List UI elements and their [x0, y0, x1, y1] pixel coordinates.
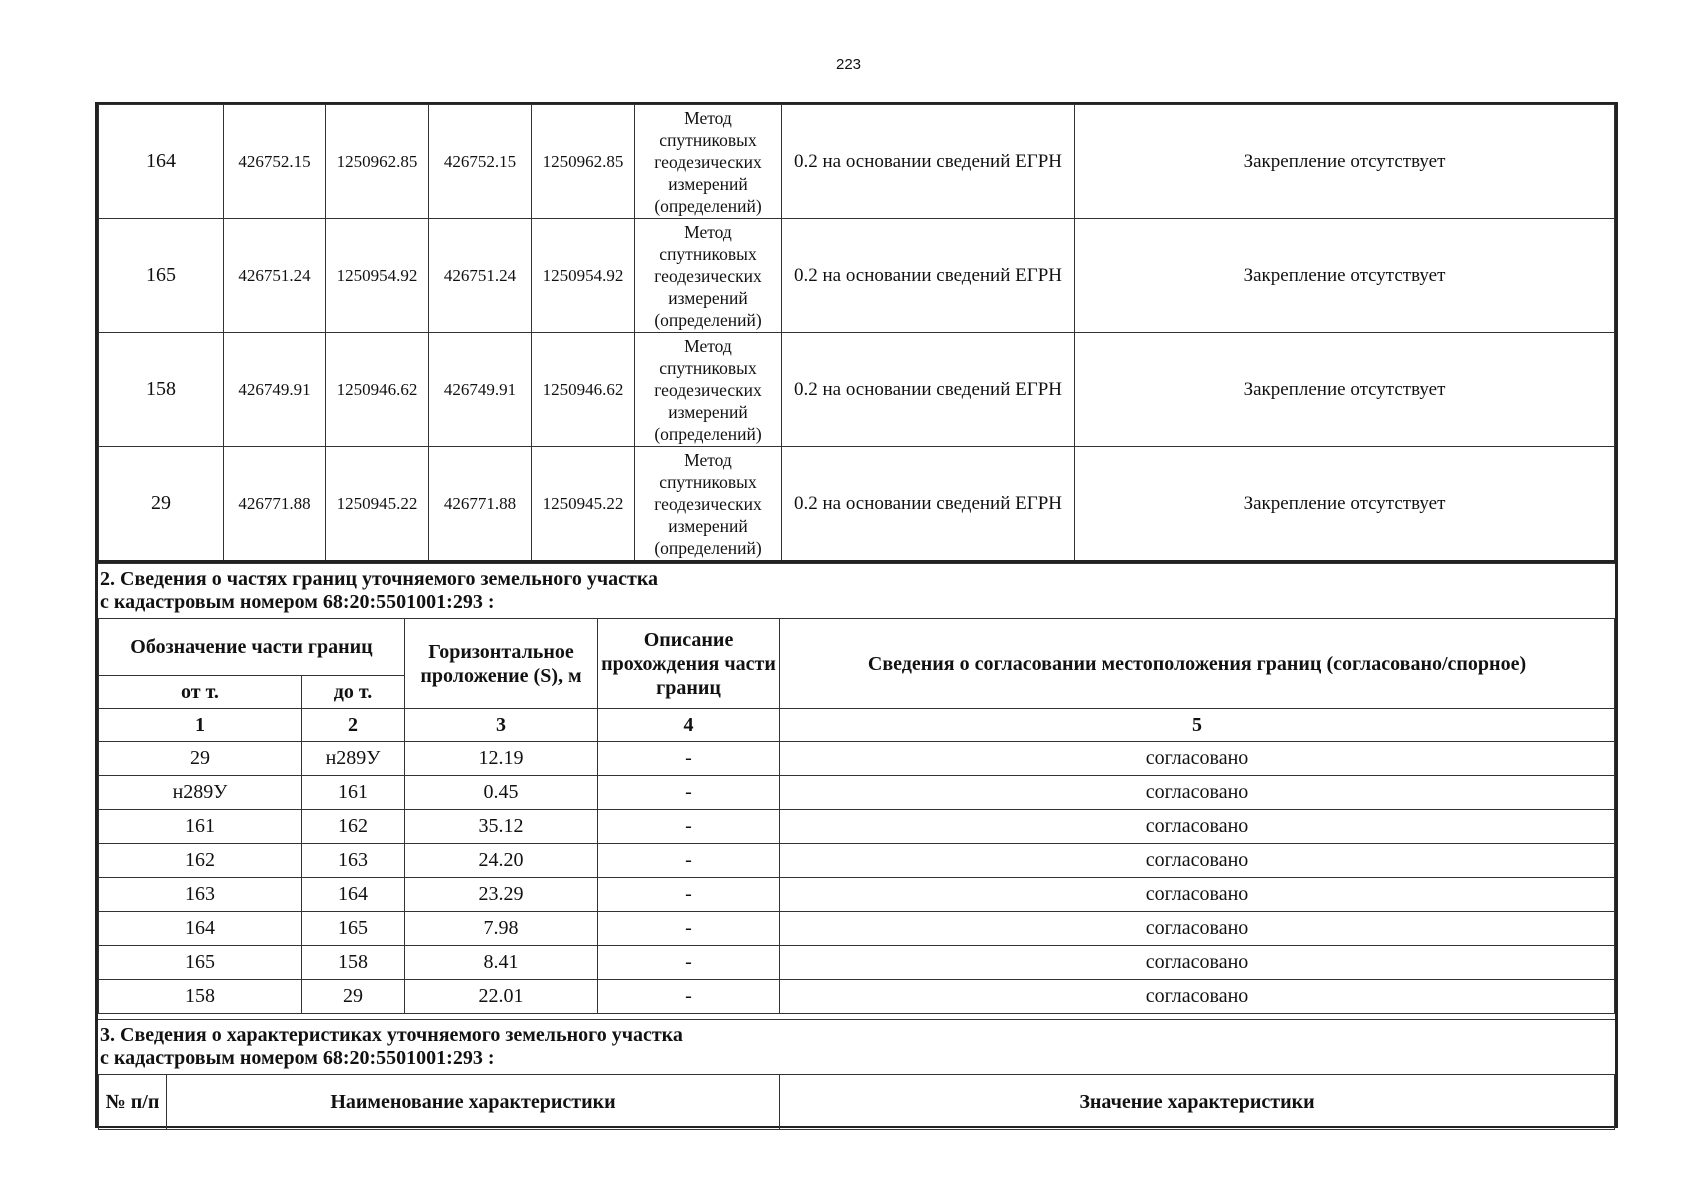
length-value: 24.20 [405, 844, 598, 878]
coord-y-existing: 1250954.92 [326, 219, 429, 333]
precision-cell: 0.2 на основании сведений ЕГРН [782, 447, 1075, 562]
approval-status: согласовано [780, 878, 1615, 912]
section-3-heading [98, 1019, 1615, 1075]
points-table [98, 104, 1615, 563]
col-from: от т. [99, 676, 302, 709]
description-value: - [598, 742, 780, 776]
col-approval: Сведения о согласовании местоположения границ (согласовано/спорное) [780, 619, 1615, 709]
method-line: Метод [684, 449, 732, 470]
method-line: спутниковых [659, 129, 757, 150]
method-cell [635, 333, 782, 447]
boundary-part-row [99, 980, 1615, 1014]
to-point: 164 [302, 878, 405, 912]
boundary-part-row [99, 878, 1615, 912]
description-value: - [598, 844, 780, 878]
to-point: 158 [302, 946, 405, 980]
col-number: 4 [598, 709, 780, 742]
section-3-heading-line1: 3. Сведения о характеристиках уточняемого земельного участка [100, 1024, 683, 1046]
description-value: - [598, 912, 780, 946]
length-value: 35.12 [405, 810, 598, 844]
from-point: 158 [99, 980, 302, 1014]
method-line: измерений [668, 401, 748, 422]
method-line: геодезических [654, 151, 762, 172]
col-name: Наименование характеристики [167, 1075, 780, 1130]
length-value: 12.19 [405, 742, 598, 776]
method-line: (определений) [654, 309, 762, 330]
fixation-cell: Закрепление отсутствует [1075, 219, 1615, 333]
point-row [99, 447, 1615, 562]
method-line: (определений) [654, 423, 762, 444]
boundary-part-row [99, 742, 1615, 776]
to-point: 29 [302, 980, 405, 1014]
method-line: измерений [668, 515, 748, 536]
col-number: 1 [99, 709, 302, 742]
method-line: геодезических [654, 379, 762, 400]
boundary-part-row [99, 776, 1615, 810]
method-line: спутниковых [659, 243, 757, 264]
coord-x-refined: 426749.91 [429, 333, 532, 447]
method-line: спутниковых [659, 357, 757, 378]
method-cell [635, 105, 782, 219]
col-number: 3 [405, 709, 598, 742]
length-value: 0.45 [405, 776, 598, 810]
col-length: Горизонтальное проложение (S), м [405, 619, 598, 709]
col-number: 5 [780, 709, 1615, 742]
method-cell [635, 219, 782, 333]
coord-x-existing: 426771.88 [224, 447, 326, 562]
approval-status: согласовано [780, 810, 1615, 844]
boundary-part-row [99, 946, 1615, 980]
method-cell [635, 447, 782, 562]
length-value: 8.41 [405, 946, 598, 980]
coord-x-existing: 426751.24 [224, 219, 326, 333]
precision-cell: 0.2 на основании сведений ЕГРН [782, 105, 1075, 219]
from-point: н289У [99, 776, 302, 810]
col-description: Описание прохождения части границ [598, 619, 780, 709]
method-line: Метод [684, 107, 732, 128]
to-point: 163 [302, 844, 405, 878]
point-row [99, 333, 1615, 447]
length-value: 22.01 [405, 980, 598, 1014]
from-point: 29 [99, 742, 302, 776]
coord-y-existing: 1250962.85 [326, 105, 429, 219]
point-number: 165 [99, 219, 224, 333]
description-value: - [598, 878, 780, 912]
coord-y-refined: 1250954.92 [532, 219, 635, 333]
from-point: 165 [99, 946, 302, 980]
coord-y-refined: 1250962.85 [532, 105, 635, 219]
method-line: Метод [684, 335, 732, 356]
coord-y-existing: 1250946.62 [326, 333, 429, 447]
from-point: 164 [99, 912, 302, 946]
approval-status: согласовано [780, 742, 1615, 776]
col-num: № п/п [99, 1075, 167, 1130]
point-row [99, 105, 1615, 219]
method-line: (определений) [654, 195, 762, 216]
from-point: 162 [99, 844, 302, 878]
length-value: 7.98 [405, 912, 598, 946]
coord-x-refined: 426752.15 [429, 105, 532, 219]
precision-cell: 0.2 на основании сведений ЕГРН [782, 333, 1075, 447]
to-point: 165 [302, 912, 405, 946]
point-number: 164 [99, 105, 224, 219]
point-row [99, 219, 1615, 333]
length-value: 23.29 [405, 878, 598, 912]
boundary-part-row [99, 810, 1615, 844]
fixation-cell: Закрепление отсутствует [1075, 105, 1615, 219]
method-line: измерений [668, 287, 748, 308]
section-2-heading [98, 563, 1615, 619]
to-point: н289У [302, 742, 405, 776]
method-line: геодезических [654, 265, 762, 286]
to-point: 161 [302, 776, 405, 810]
coord-x-existing: 426752.15 [224, 105, 326, 219]
approval-status: согласовано [780, 776, 1615, 810]
point-number: 29 [99, 447, 224, 562]
col-number: 2 [302, 709, 405, 742]
description-value: - [598, 810, 780, 844]
col-value: Значение характеристики [780, 1075, 1615, 1130]
boundary-parts-table [98, 618, 1615, 1014]
boundary-part-row [99, 844, 1615, 878]
section-2-heading-line2: с кадастровым номером 68:20:5501001:293 : [100, 591, 495, 613]
col-to: до т. [302, 676, 405, 709]
coord-x-existing: 426749.91 [224, 333, 326, 447]
point-number: 158 [99, 333, 224, 447]
approval-status: согласовано [780, 946, 1615, 980]
section-3-heading-line2: с кадастровым номером 68:20:5501001:293 : [100, 1047, 495, 1069]
method-line: геодезических [654, 493, 762, 514]
method-line: (определений) [654, 537, 762, 558]
fixation-cell: Закрепление отсутствует [1075, 447, 1615, 562]
description-value: - [598, 946, 780, 980]
precision-cell: 0.2 на основании сведений ЕГРН [782, 219, 1075, 333]
method-line: спутниковых [659, 471, 757, 492]
characteristics-table [98, 1074, 1615, 1130]
coord-y-existing: 1250945.22 [326, 447, 429, 562]
approval-status: согласовано [780, 980, 1615, 1014]
method-line: измерений [668, 173, 748, 194]
description-value: - [598, 980, 780, 1014]
from-point: 163 [99, 878, 302, 912]
col-designation: Обозначение части границ [99, 619, 405, 676]
document-frame [95, 102, 1618, 1128]
coord-y-refined: 1250946.62 [532, 333, 635, 447]
fixation-cell: Закрепление отсутствует [1075, 333, 1615, 447]
approval-status: согласовано [780, 844, 1615, 878]
method-line: Метод [684, 221, 732, 242]
from-point: 161 [99, 810, 302, 844]
to-point: 162 [302, 810, 405, 844]
boundary-part-row [99, 912, 1615, 946]
approval-status: согласовано [780, 912, 1615, 946]
coord-y-refined: 1250945.22 [532, 447, 635, 562]
description-value: - [598, 776, 780, 810]
coord-x-refined: 426771.88 [429, 447, 532, 562]
page-number: 223 [835, 56, 862, 73]
coord-x-refined: 426751.24 [429, 219, 532, 333]
section-2-heading-line1: 2. Сведения о частях границ уточняемого земельного участка [100, 568, 659, 590]
